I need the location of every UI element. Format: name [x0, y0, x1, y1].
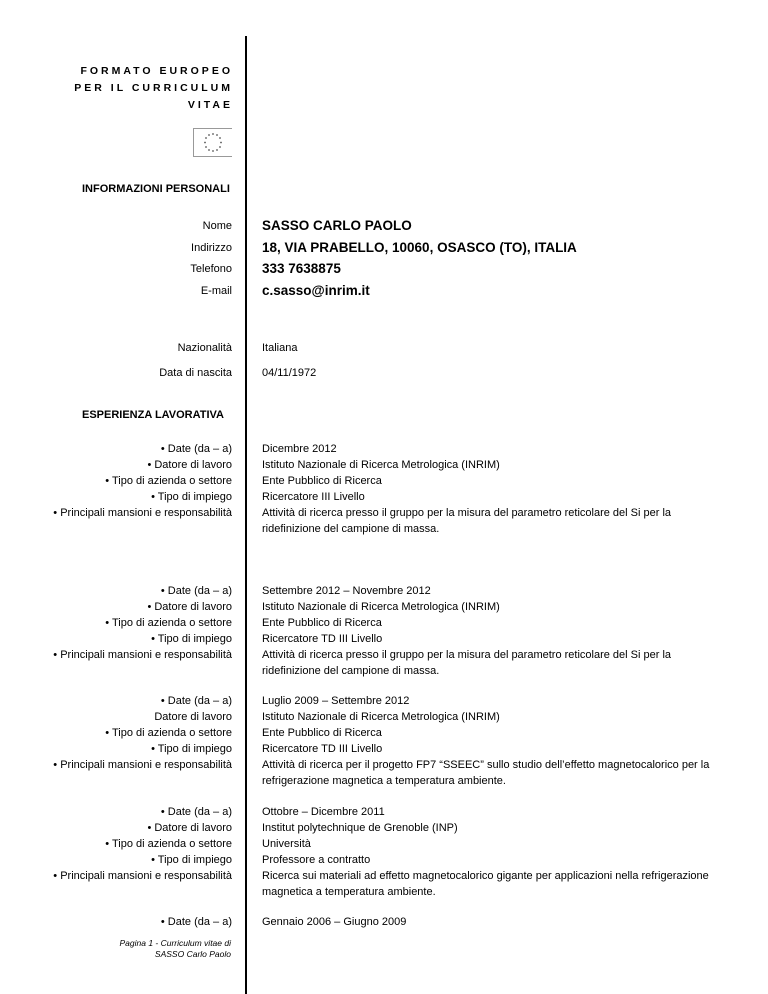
email-value[interactable]: c.sasso@inrim.it: [262, 283, 370, 298]
page-footer: [120, 938, 232, 960]
entry-employer: Institut polytechnique de Grenoble (INP): [262, 822, 458, 834]
entry-date: Dicembre 2012: [262, 443, 337, 455]
birth-date-label: Data di nascita: [159, 367, 232, 379]
title-line-2: PER IL CURRICULUM: [74, 82, 233, 94]
experience-entry-2: [262, 583, 732, 679]
nationality-value: Italiana: [262, 342, 298, 354]
entry-position: Ricercatore TD III Livello: [262, 743, 383, 755]
nationality-label: Nazionalità: [177, 342, 232, 354]
email-label: E-mail: [200, 285, 232, 297]
experience-entry-5-labels: [161, 914, 232, 930]
label-employer: Datore di lavoro: [154, 711, 232, 723]
label-duties: • Principali mansioni e responsabilità: [53, 507, 232, 519]
name-label: Nome: [202, 220, 232, 232]
entry-sector: Ente Pubblico di Ricerca: [262, 617, 382, 629]
label-duties: • Principali mansioni e responsabilità: [53, 649, 232, 661]
experience-entry-5: [262, 914, 732, 930]
entry-position: Ricercatore III Livello: [262, 491, 365, 503]
entry-employer: Istituto Nazionale di Ricerca Metrologica (INRIM): [262, 711, 500, 723]
entry-duties: Attività di ricerca presso il gruppo per la misura del parametro reticolare del Si per la ridefinizione del campione di massa.: [262, 649, 672, 677]
label-duties: • Principali mansioni e responsabilità: [53, 870, 232, 882]
label-employer: • Datore di lavoro: [147, 459, 232, 471]
vertical-divider: [245, 36, 247, 994]
experience-entry-1: [262, 441, 732, 537]
entry-duties: Ricerca sui materiali ad effetto magnetocalorico gigante per applicazioni nella refrigerazione magnetica a temperatura ambiente.: [262, 870, 709, 898]
label-employer: • Datore di lavoro: [147, 601, 232, 613]
label-dates: • Date (da – a): [160, 695, 232, 707]
address-value: 18, VIA PRABELLO, 10060, OSASCO (TO), ITALIA: [262, 240, 577, 255]
birth-date-value: 04/11/1972: [262, 367, 317, 379]
entry-sector: Ente Pubblico di Ricerca: [262, 727, 382, 739]
experience-entry-2-labels: [53, 583, 232, 663]
label-dates: • Date (da – a): [160, 916, 232, 928]
label-dates: • Date (da – a): [160, 443, 232, 455]
title-line-3: VITAE: [187, 99, 233, 111]
experience-entry-4: [262, 804, 732, 900]
label-position: • Tipo di impiego: [151, 854, 232, 866]
footer-line-1: Pagina 1 - Curriculum vitae di: [119, 938, 231, 948]
section-personal-info: INFORMAZIONI PERSONALI: [82, 183, 230, 195]
experience-entry-4-labels: [53, 804, 232, 884]
label-dates: • Date (da – a): [160, 585, 232, 597]
address-label: Indirizzo: [191, 242, 232, 254]
eu-flag-icon: [193, 128, 232, 157]
label-position: • Tipo di impiego: [151, 491, 232, 503]
entry-employer: Istituto Nazionale di Ricerca Metrologica (INRIM): [262, 459, 500, 471]
entry-date: Settembre 2012 – Novembre 2012: [262, 585, 431, 597]
entry-date: Gennaio 2006 – Giugno 2009: [262, 916, 407, 928]
experience-entry-3: [262, 693, 732, 789]
label-position: • Tipo di impiego: [151, 633, 232, 645]
entry-duties: Attività di ricerca presso il gruppo per la misura del parametro reticolare del Si per la ridefinizione del campione di massa.: [262, 507, 672, 535]
label-sector: • Tipo di azienda o settore: [105, 727, 232, 739]
entry-sector: Università: [262, 838, 311, 850]
entry-date: Ottobre – Dicembre 2011: [262, 806, 385, 818]
entry-date: Luglio 2009 – Settembre 2012: [262, 695, 410, 707]
entry-duties: Attività di ricerca per il progetto FP7 “SSEEC” sullo studio dell’effetto magnetocalorico per la refrigerazione magnetica a temperatura ambiente.: [262, 759, 710, 787]
title-line-1: FORMATO EUROPEO: [80, 65, 233, 77]
label-sector: • Tipo di azienda o settore: [105, 617, 232, 629]
section-work-experience: ESPERIENZA LAVORATIVA: [82, 409, 224, 421]
label-duties: • Principali mansioni e responsabilità: [53, 759, 232, 771]
label-employer: • Datore di lavoro: [147, 822, 232, 834]
entry-sector: Ente Pubblico di Ricerca: [262, 475, 382, 487]
footer-line-2: SASSO Carlo Paolo: [154, 949, 231, 959]
label-position: • Tipo di impiego: [151, 743, 232, 755]
label-sector: • Tipo di azienda o settore: [105, 838, 232, 850]
experience-entry-1-labels: [53, 441, 232, 521]
entry-position: Professore a contratto: [262, 854, 371, 866]
phone-value: 333 7638875: [262, 261, 341, 276]
phone-label: Telefono: [190, 263, 232, 275]
entry-employer: Istituto Nazionale di Ricerca Metrologica (INRIM): [262, 601, 500, 613]
entry-position: Ricercatore TD III Livello: [262, 633, 383, 645]
label-sector: • Tipo di azienda o settore: [105, 475, 232, 487]
experience-entry-3-labels: [53, 693, 232, 773]
name-value: SASSO CARLO PAOLO: [262, 218, 412, 233]
label-dates: • Date (da – a): [160, 806, 232, 818]
